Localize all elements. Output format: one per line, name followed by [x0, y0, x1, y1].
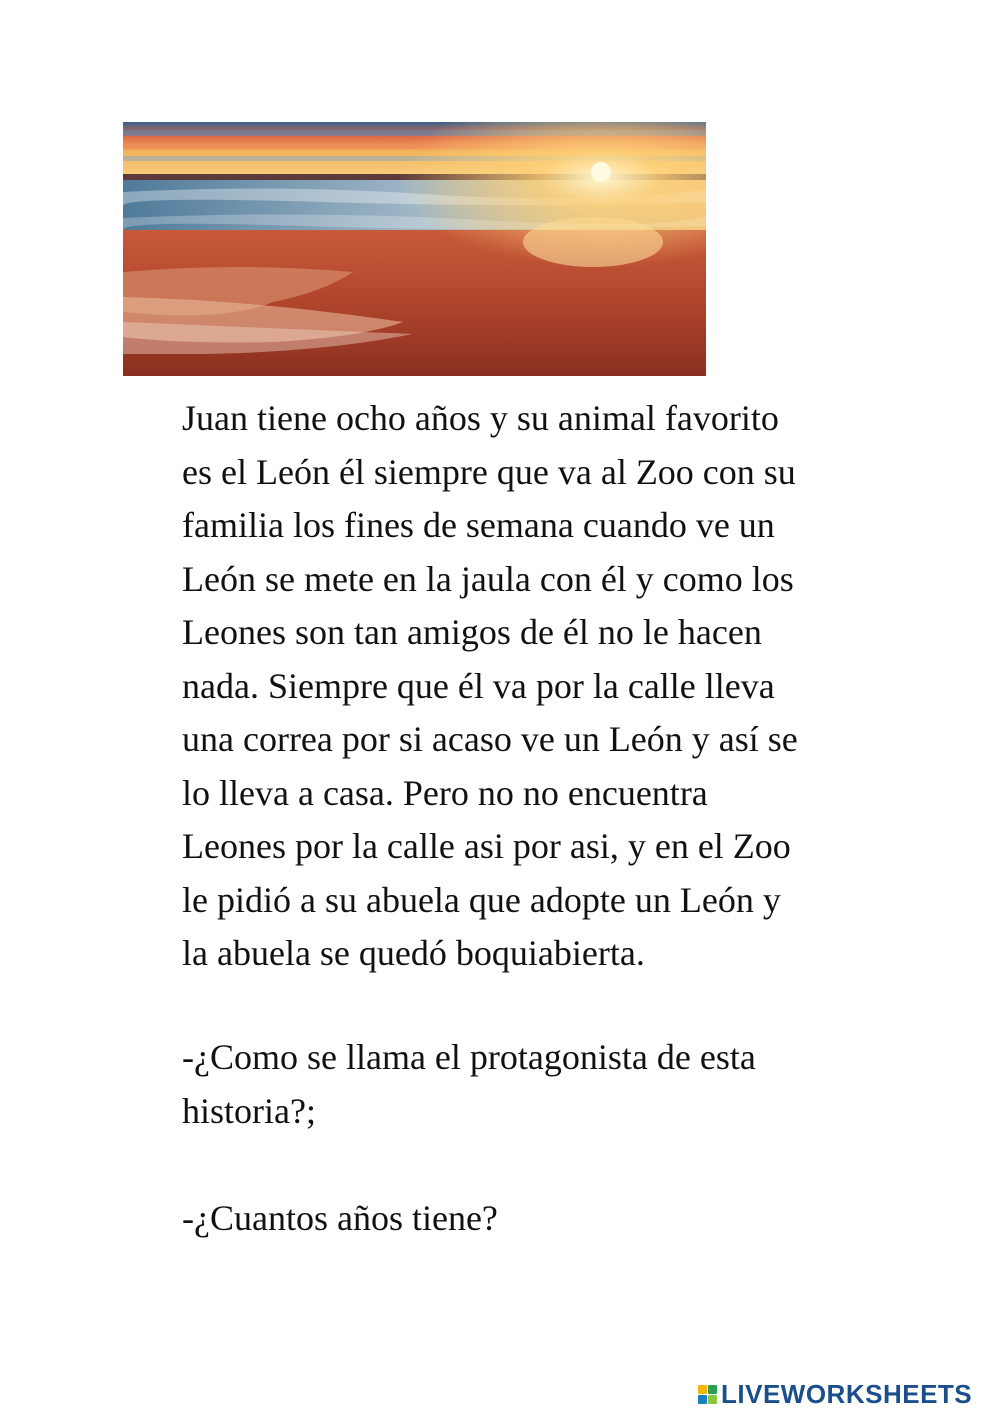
story-text — [182, 392, 902, 981]
story-line: Leones son tan amigos de él no le hacen — [182, 612, 762, 652]
story-line: lo lleva a casa. Pero no no encuentra — [182, 772, 708, 813]
sunset-beach-photo — [123, 122, 706, 376]
story-line: nada. Siempre que él va por la calle lleva — [182, 665, 775, 706]
liveworksheets-logo-icon — [698, 1385, 717, 1404]
story-line: la abuela se quedó boquiabierta. — [182, 933, 645, 973]
question-age — [182, 1192, 498, 1246]
question-line: -¿Como se llama el protagonista de esta — [182, 1037, 756, 1077]
liveworksheets-brand[interactable] — [698, 1378, 972, 1410]
question-line: -¿Cuantos años tiene? — [182, 1198, 498, 1238]
story-line: Leones por la calle asi por asi, y en el Zoo — [182, 826, 791, 866]
story-line: Juan tiene ocho años y su animal favorito — [182, 398, 779, 438]
story-line: familia los fines de semana cuando ve un — [182, 505, 775, 545]
story-line: León se mete en la jaula con él y como los — [182, 558, 794, 599]
question-line: historia?; — [182, 1090, 316, 1131]
question-protagonist — [182, 1031, 756, 1138]
story-line: una correa por si acaso ve un León y así se — [182, 719, 798, 759]
story-line: es el León él siempre que va al Zoo con su — [182, 451, 796, 492]
story-line: le pidió a su abuela que adopte un León y — [182, 879, 781, 920]
sunset-beach-image — [123, 122, 706, 376]
brand-name: LIVEWORKSHEETS — [721, 1378, 973, 1409]
